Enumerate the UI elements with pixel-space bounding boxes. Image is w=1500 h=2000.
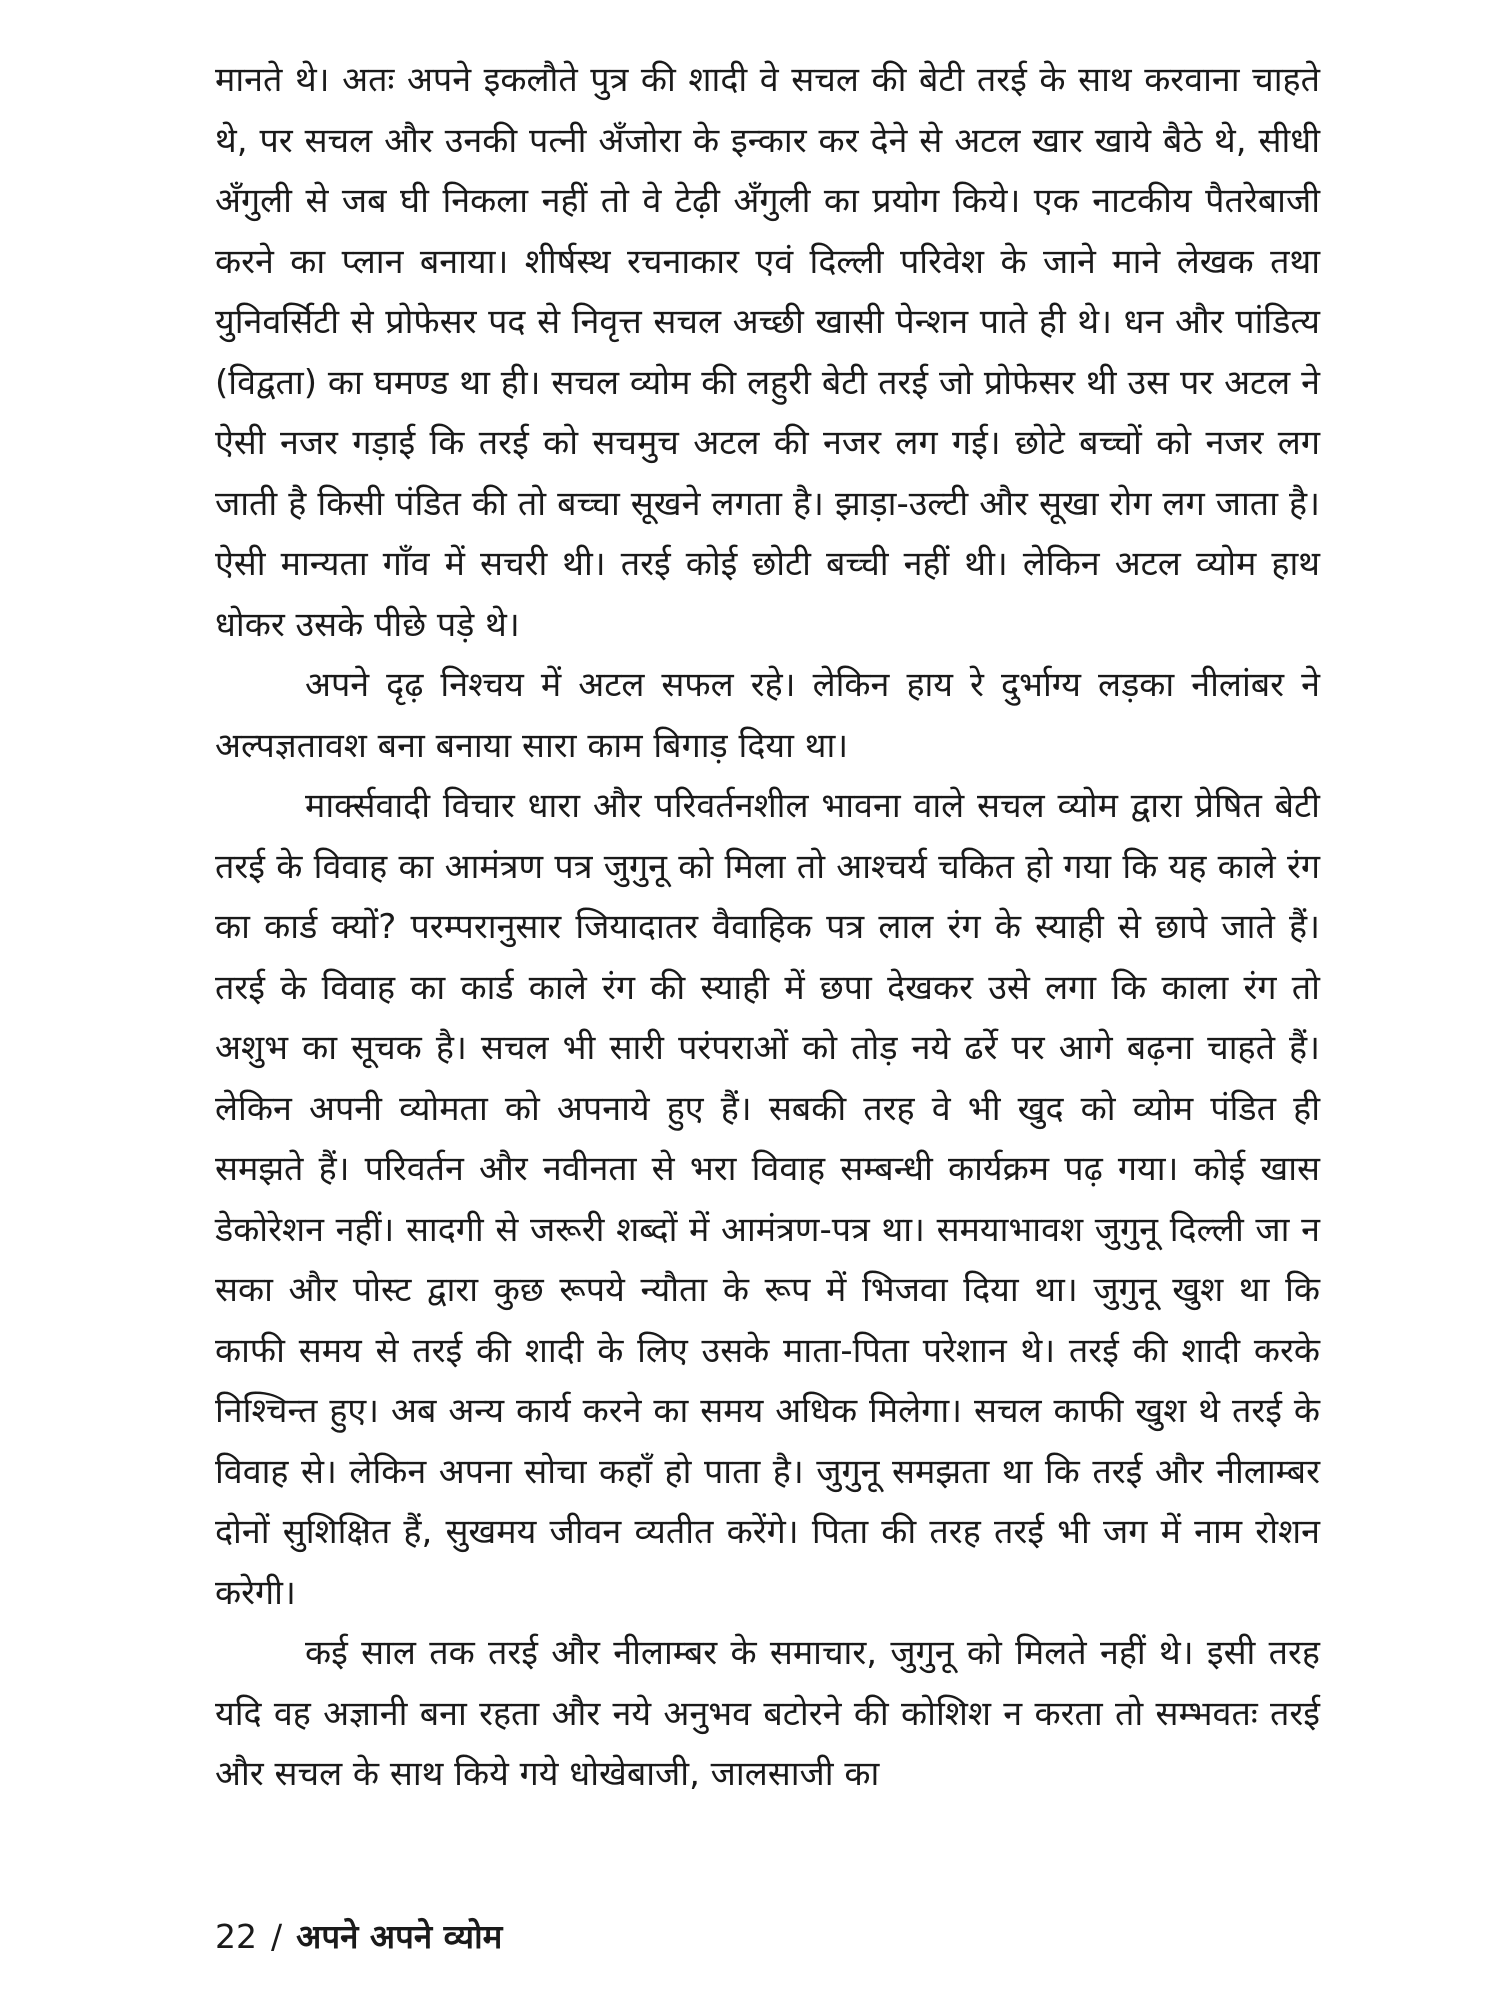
paragraph: मार्क्सवादी विचार धारा और परिवर्तनशील भावना वाले सचल व्योम द्वारा प्रेषित बेटी तरई के विवाह का आमंत्रण पत्र जुगुनू को मिला तो आश्चर्य चकित हो गया कि यह काले रंग का कार्ड क्यों? परम्परानुसार जियादातर वैवाहिक पत्र लाल रंग के स्याही से छापे जाते हैं। तरई के विवाह का कार्ड काले रंग की स्याही में छपा देखकर उसे लगा कि काला रंग तो अशुभ का सूचक है। सचल भी सारी परंपराओं को तोड़ नये ढर्रे पर आगे बढ़ना चाहते हैं। लेकिन अपनी व्योमता को अपनाये हुए हैं। सबकी तरह वे भी खुद को व्योम पंडित ही समझते हैं। परिवर्तन और नवीनता से भरा विवाह सम्बन्धी कार्यक्रम पढ़ गया। कोई खास डेकोरेशन नहीं। सादगी से जरूरी शब्दों में आमंत्रण-पत्र था। समयाभावश जुगुनू दिल्ली जा न सका और पोस्ट द्वारा कुछ रूपये न्यौता के रूप में भिजवा दिया था। जुगुनू खुश था कि काफी समय से तरई की शादी के लिए उसके माता-पिता परेशान थे। तरई की शादी करके निश्चिन्त हुए। अब अन्य कार्य करने का समय अधिक मिलेगा। सचल काफी खुश थे तरई के विवाह से। लेकिन अपना सोचा कहाँ हो पाता है। जुगुनू समझता था कि तरई और नीलाम्बर दोनों सुशिक्षित हैं, सुखमय जीवन व्यतीत करेंगे। पिता की तरह तरई भी जग में नाम रोशन करेगी। [215, 786, 1320, 1613]
footer-separator: / [271, 1917, 283, 1956]
paragraph: कई साल तक तरई और नीलाम्बर के समाचार, जुगुनू को मिलते नहीं थे। इसी तरह यदि वह अज्ञानी बना रहता और नये अनुभव बटोरने की कोशिश न करता तो सम्भवतः तरई और सचल के साथ किये गये धोखेबाजी, जालसाजी का [215, 1633, 1320, 1794]
body-text [215, 50, 1320, 1805]
paragraph: अपने दृढ़ निश्चय में अटल सफल रहे। लेकिन हाय रे दुर्भाग्य लड़का नीलांबर ने अल्पज्ञतावश बना बनाया सारा काम बिगाड़ दिया था। [215, 665, 1320, 766]
paragraph-continuation: मानते थे। अतः अपने इकलौते पुत्र की शादी वे सचल की बेटी तरई के साथ करवाना चाहते थे, पर सचल और उनकी पत्नी अँजोरा के इन्कार कर देने से अटल खार खाये बैठे थे, सीधी अँगुली से जब घी निकला नहीं तो वे टेढ़ी अँगुली का प्रयोग किये। एक नाटकीय पैतरेबाजी करने का प्लान बनाया। शीर्षस्थ रचनाकार एवं दिल्ली परिवेश के जाने माने लेखक तथा युनिवर्सिटी से प्रोफेसर पद से निवृत्त सचल अच्छी खासी पेन्शन पाते ही थे। धन और पांडित्य (विद्वता) का घमण्ड था ही। सचल व्योम की लहुरी बेटी तरई जो प्रोफेसर थी उस पर अटल ने ऐसी नजर गड़ाई कि तरई को सचमुच अटल की नजर लग गई। छोटे बच्चों को नजर लग जाती है किसी पंडित की तो बच्चा सूखने लगता है। झाड़ा-उल्टी और सूखा रोग लग जाता है। ऐसी मान्यता गाँव में सचरी थी। तरई कोई छोटी बच्ची नहीं थी। लेकिन अटल व्योम हाथ धोकर उसके पीछे पड़े थे। [215, 60, 1320, 645]
page-footer [215, 1915, 502, 1959]
book-title: अपने अपने व्योम [296, 1917, 503, 1956]
page-number: 22 [215, 1917, 257, 1956]
